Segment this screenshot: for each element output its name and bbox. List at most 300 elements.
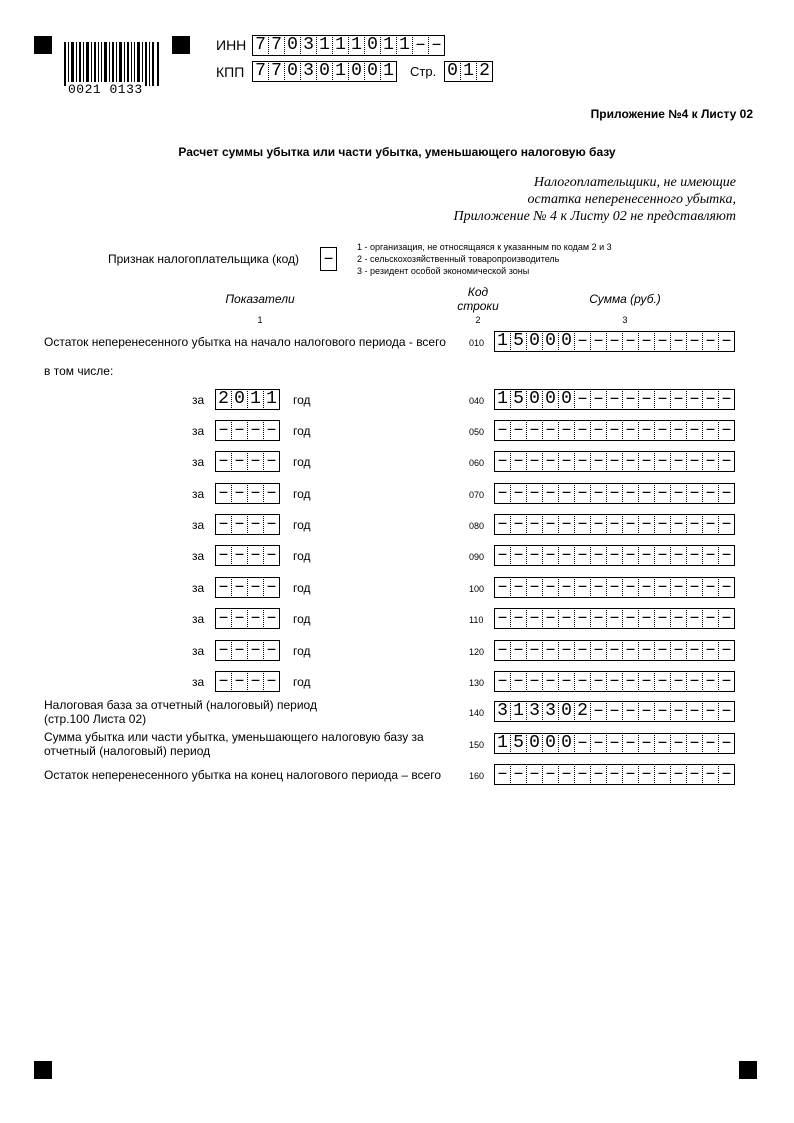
digit-cell: –: [670, 451, 687, 472]
barcode-number: 0021 0133: [68, 82, 143, 97]
digit-cell: –: [718, 420, 735, 441]
digit-cell: –: [526, 451, 543, 472]
digit-cell: –: [654, 389, 671, 410]
digit-cell: –: [606, 331, 623, 352]
column-number-2: 2: [475, 315, 481, 325]
digit-cell: 0: [444, 61, 461, 82]
digit-cell: –: [702, 671, 719, 692]
column-header-code-line-2: строки: [457, 299, 499, 313]
year-row-year-field[interactable]: [215, 671, 280, 692]
year-row-amount-field[interactable]: [494, 420, 735, 441]
digit-cell: –: [702, 451, 719, 472]
digit-cell: 0: [364, 61, 381, 82]
digit-cell: 1: [316, 35, 333, 56]
digit-cell: –: [263, 545, 280, 566]
digit-cell: –: [670, 608, 687, 629]
digit-cell: –: [231, 608, 248, 629]
digit-cell: –: [702, 608, 719, 629]
digit-cell: –: [526, 640, 543, 661]
registration-marker-top-right: [172, 36, 190, 54]
digit-cell: 1: [380, 61, 397, 82]
digit-cell: –: [654, 545, 671, 566]
row-150-amount-field[interactable]: [494, 733, 735, 754]
digit-cell: 1: [510, 701, 527, 722]
digit-cell: –: [654, 514, 671, 535]
digit-cell: –: [670, 701, 687, 722]
digit-cell: –: [622, 733, 639, 754]
year-row-code: 100: [469, 584, 485, 594]
digit-cell: 1: [348, 35, 365, 56]
inn-field[interactable]: [252, 35, 445, 56]
digit-cell: –: [526, 764, 543, 785]
digit-cell: –: [638, 420, 655, 441]
digit-cell: –: [574, 577, 591, 598]
digit-cell: –: [542, 764, 559, 785]
digit-cell: 5: [510, 389, 527, 410]
including-label: в том числе:: [44, 364, 114, 378]
registration-marker-top-left: [34, 36, 52, 54]
taxpayer-sign-field[interactable]: [320, 247, 337, 271]
digit-cell: –: [622, 514, 639, 535]
digit-cell: –: [606, 733, 623, 754]
digit-cell: –: [510, 483, 527, 504]
digit-cell: –: [686, 483, 703, 504]
digit-cell: 2: [476, 61, 493, 82]
digit-cell: –: [542, 483, 559, 504]
column-header-sum: Сумма (руб.): [589, 292, 661, 306]
digit-cell: –: [670, 389, 687, 410]
taxpayer-sign-label: Признак налогоплательщика (код): [108, 252, 299, 266]
digit-cell: –: [686, 577, 703, 598]
year-row-amount-field[interactable]: [494, 389, 735, 410]
digit-cell: –: [622, 420, 639, 441]
digit-cell: –: [494, 764, 511, 785]
note-line-1: Налогоплательщики, не имеющие: [533, 175, 736, 190]
digit-cell: –: [718, 671, 735, 692]
digit-cell: –: [638, 608, 655, 629]
row-160-amount-field[interactable]: [494, 764, 735, 785]
digit-cell: –: [231, 671, 248, 692]
row-140-label: [44, 698, 317, 726]
digit-cell: –: [686, 420, 703, 441]
digit-cell: –: [638, 545, 655, 566]
year-row-year-field[interactable]: [215, 483, 280, 504]
year-row-amount-field[interactable]: [494, 514, 735, 535]
digit-cell: –: [542, 577, 559, 598]
digit-cell: –: [654, 331, 671, 352]
digit-cell: 0: [231, 389, 248, 410]
digit-cell: –: [574, 451, 591, 472]
digit-cell: –: [638, 577, 655, 598]
digit-cell: 1: [332, 61, 349, 82]
digit-cell: –: [702, 331, 719, 352]
year-row-year-field[interactable]: [215, 389, 280, 410]
digit-cell: –: [702, 545, 719, 566]
digit-cell: –: [606, 701, 623, 722]
digit-cell: –: [215, 671, 232, 692]
year-row-amount-field[interactable]: [494, 608, 735, 629]
digit-cell: –: [606, 640, 623, 661]
digit-cell: 3: [526, 701, 543, 722]
digit-cell: –: [654, 483, 671, 504]
digit-cell: –: [247, 577, 264, 598]
year-row-year-field[interactable]: [215, 640, 280, 661]
digit-cell: –: [718, 701, 735, 722]
digit-cell: –: [606, 577, 623, 598]
digit-cell: –: [606, 764, 623, 785]
digit-cell: 1: [460, 61, 477, 82]
digit-cell: –: [526, 577, 543, 598]
digit-cell: 1: [396, 35, 413, 56]
digit-cell: –: [526, 545, 543, 566]
digit-cell: –: [670, 671, 687, 692]
digit-cell: –: [718, 451, 735, 472]
digit-cell: –: [558, 483, 575, 504]
year-row-code: 040: [469, 396, 485, 406]
digit-cell: –: [263, 483, 280, 504]
digit-cell: 3: [542, 701, 559, 722]
digit-cell: –: [702, 640, 719, 661]
taxpayer-sign-options: [357, 241, 612, 277]
digit-cell: –: [718, 608, 735, 629]
digit-cell: –: [606, 608, 623, 629]
digit-cell: –: [574, 764, 591, 785]
digit-cell: –: [510, 577, 527, 598]
year-row-code: 090: [469, 552, 485, 562]
digit-cell: –: [654, 451, 671, 472]
year-row-code: 080: [469, 521, 485, 531]
digit-cell: 0: [558, 701, 575, 722]
digit-cell: –: [622, 640, 639, 661]
digit-cell: –: [510, 640, 527, 661]
digit-cell: –: [590, 701, 607, 722]
kpp-field[interactable]: [252, 61, 397, 82]
digit-cell: –: [494, 514, 511, 535]
digit-cell: –: [215, 514, 232, 535]
digit-cell: –: [638, 733, 655, 754]
digit-cell: –: [574, 671, 591, 692]
digit-cell: –: [638, 331, 655, 352]
digit-cell: –: [231, 420, 248, 441]
digit-cell: –: [718, 733, 735, 754]
year-row-amount-field[interactable]: [494, 577, 735, 598]
registration-marker-bottom-right: [739, 1061, 757, 1079]
page-number-field[interactable]: [444, 61, 493, 82]
digit-cell: –: [670, 483, 687, 504]
digit-cell: –: [247, 671, 264, 692]
row-140-amount-field[interactable]: [494, 701, 735, 722]
digit-cell: –: [412, 35, 429, 56]
digit-cell: –: [494, 483, 511, 504]
digit-cell: –: [247, 420, 264, 441]
row-150-label-line-1: Сумма убытка или части убытка, уменьшающего налоговую базу за: [44, 730, 424, 744]
taxpayer-sign-option-2: 2 - сельскохозяйственный товаропроизводитель: [357, 254, 560, 264]
digit-cell: –: [558, 420, 575, 441]
digit-cell: 5: [510, 331, 527, 352]
digit-cell: –: [510, 764, 527, 785]
row-160-code: 160: [469, 771, 485, 781]
digit-cell: –: [215, 608, 232, 629]
year-row-amount-field[interactable]: [494, 671, 735, 692]
digit-cell: 7: [252, 35, 269, 56]
digit-cell: 1: [494, 389, 511, 410]
year-row-prefix: за: [192, 644, 205, 658]
registration-marker-bottom-left: [34, 1061, 52, 1079]
digit-cell: –: [263, 577, 280, 598]
digit-cell: –: [606, 389, 623, 410]
year-row-code: 130: [469, 678, 485, 688]
digit-cell: –: [638, 640, 655, 661]
digit-cell: –: [638, 389, 655, 410]
taxpayer-sign-option-1: 1 - организация, не относящаяся к указанным по кодам 2 и 3: [357, 242, 612, 252]
digit-cell: –: [670, 331, 687, 352]
taxpayer-sign-option-3: 3 - резидент особой экономической зоны: [357, 266, 530, 276]
digit-cell: –: [263, 671, 280, 692]
digit-cell: 0: [348, 61, 365, 82]
digit-cell: –: [670, 640, 687, 661]
digit-cell: –: [542, 640, 559, 661]
digit-cell: –: [654, 420, 671, 441]
digit-cell: 0: [558, 331, 575, 352]
digit-cell: –: [686, 389, 703, 410]
digit-cell: 3: [300, 35, 317, 56]
digit-cell: –: [622, 389, 639, 410]
digit-cell: –: [215, 420, 232, 441]
year-row-year-field[interactable]: [215, 451, 280, 472]
digit-cell: –: [622, 451, 639, 472]
year-row-prefix: за: [192, 549, 205, 563]
year-row-code: 110: [469, 615, 484, 625]
digit-cell: –: [622, 608, 639, 629]
digit-cell: –: [606, 514, 623, 535]
row-140-code: 140: [469, 708, 485, 718]
digit-cell: –: [638, 764, 655, 785]
digit-cell: 1: [247, 389, 264, 410]
digit-cell: –: [215, 451, 232, 472]
digit-cell: –: [670, 420, 687, 441]
year-row-prefix: за: [192, 393, 205, 407]
digit-cell: –: [510, 451, 527, 472]
digit-cell: –: [590, 545, 607, 566]
year-row-code: 050: [469, 427, 485, 437]
digit-cell: –: [718, 483, 735, 504]
digit-cell: –: [622, 671, 639, 692]
digit-cell: 2: [215, 389, 232, 410]
digit-cell: –: [702, 483, 719, 504]
digit-cell: –: [686, 764, 703, 785]
digit-cell: –: [590, 764, 607, 785]
digit-cell: –: [590, 483, 607, 504]
digit-cell: –: [574, 733, 591, 754]
digit-cell: –: [558, 514, 575, 535]
row-010-amount-field[interactable]: [494, 331, 735, 352]
digit-cell: –: [670, 514, 687, 535]
row-140-label-line-1: Налоговая база за отчетный (налоговый) период: [44, 698, 317, 712]
digit-cell: –: [263, 420, 280, 441]
digit-cell: 1: [380, 35, 397, 56]
row-140-label-line-2: (стр.100 Листа 02): [44, 712, 147, 726]
digit-cell: –: [622, 577, 639, 598]
digit-cell: 0: [558, 733, 575, 754]
digit-cell: –: [686, 701, 703, 722]
year-row-amount-field[interactable]: [494, 451, 735, 472]
year-row-year-field[interactable]: [215, 608, 280, 629]
digit-cell: –: [510, 420, 527, 441]
note: [380, 174, 736, 225]
digit-cell: –: [702, 577, 719, 598]
digit-cell: –: [494, 671, 511, 692]
digit-cell: –: [590, 420, 607, 441]
digit-cell: 0: [364, 35, 381, 56]
row-160-label: Остаток неперенесенного убытка на конец налогового периода – всего: [44, 768, 442, 782]
digit-cell: –: [574, 420, 591, 441]
digit-cell: –: [574, 545, 591, 566]
digit-cell: –: [670, 764, 687, 785]
digit-cell: –: [638, 701, 655, 722]
digit-cell: –: [638, 514, 655, 535]
digit-cell: –: [654, 671, 671, 692]
digit-cell: –: [702, 701, 719, 722]
year-row-prefix: за: [192, 581, 205, 595]
digit-cell: –: [622, 483, 639, 504]
digit-cell: 0: [542, 331, 559, 352]
digit-cell: –: [718, 545, 735, 566]
digit-cell: 0: [542, 389, 559, 410]
digit-cell: –: [590, 451, 607, 472]
digit-cell: 7: [268, 35, 285, 56]
digit-cell: –: [606, 671, 623, 692]
year-row-suffix: год: [293, 393, 311, 407]
year-row-suffix: год: [293, 612, 311, 626]
digit-cell: –: [686, 451, 703, 472]
digit-cell: –: [702, 764, 719, 785]
column-header-indicators: Показатели: [225, 292, 295, 306]
year-row-suffix: год: [293, 518, 311, 532]
digit-cell: –: [702, 389, 719, 410]
digit-cell: –: [558, 577, 575, 598]
digit-cell: –: [606, 545, 623, 566]
digit-cell: –: [247, 545, 264, 566]
year-row-prefix: за: [192, 455, 205, 469]
inn-label: ИНН: [216, 37, 247, 53]
digit-cell: 0: [558, 389, 575, 410]
digit-cell: –: [686, 671, 703, 692]
digit-cell: 0: [526, 331, 543, 352]
digit-cell: –: [654, 640, 671, 661]
digit-cell: –: [231, 514, 248, 535]
digit-cell: –: [590, 733, 607, 754]
digit-cell: –: [606, 483, 623, 504]
year-row-suffix: год: [293, 581, 311, 595]
digit-cell: –: [494, 640, 511, 661]
year-row-suffix: год: [293, 549, 311, 563]
digit-cell: –: [654, 701, 671, 722]
digit-cell: –: [231, 483, 248, 504]
digit-cell: –: [215, 640, 232, 661]
year-row-amount-field[interactable]: [494, 545, 735, 566]
form-title: Расчет суммы убытка или части убытка, уменьшающего налоговую базу: [178, 145, 616, 159]
digit-cell: –: [654, 733, 671, 754]
digit-cell: –: [542, 451, 559, 472]
digit-cell: –: [510, 514, 527, 535]
digit-cell: –: [654, 577, 671, 598]
digit-cell: –: [263, 514, 280, 535]
digit-cell: –: [263, 451, 280, 472]
year-row-year-field[interactable]: [215, 545, 280, 566]
digit-cell: –: [542, 608, 559, 629]
digit-cell: –: [606, 451, 623, 472]
taxpayer-sign-value: –: [320, 247, 337, 271]
digit-cell: –: [654, 608, 671, 629]
digit-cell: 0: [526, 733, 543, 754]
digit-cell: –: [686, 545, 703, 566]
year-row-year-field[interactable]: [215, 514, 280, 535]
digit-cell: –: [638, 451, 655, 472]
year-row-prefix: за: [192, 518, 205, 532]
digit-cell: –: [718, 331, 735, 352]
digit-cell: –: [247, 608, 264, 629]
kpp-label: КПП: [216, 64, 245, 80]
digit-cell: –: [494, 420, 511, 441]
digit-cell: –: [686, 331, 703, 352]
year-row-year-field[interactable]: [215, 577, 280, 598]
digit-cell: 1: [263, 389, 280, 410]
digit-cell: –: [590, 514, 607, 535]
digit-cell: –: [574, 640, 591, 661]
digit-cell: 7: [252, 61, 269, 82]
note-line-3: Приложение № 4 к Листу 02 не представляют: [453, 209, 736, 224]
year-row-year-field[interactable]: [215, 420, 280, 441]
digit-cell: –: [558, 545, 575, 566]
digit-cell: –: [590, 577, 607, 598]
appendix-title: Приложение №4 к Листу 02: [590, 107, 753, 121]
digit-cell: 3: [300, 61, 317, 82]
digit-cell: –: [558, 451, 575, 472]
year-row-suffix: год: [293, 675, 311, 689]
digit-cell: –: [494, 577, 511, 598]
digit-cell: –: [494, 545, 511, 566]
digit-cell: –: [526, 608, 543, 629]
year-row-amount-field[interactable]: [494, 640, 735, 661]
digit-cell: –: [247, 514, 264, 535]
year-row-code: 070: [469, 490, 485, 500]
digit-cell: –: [215, 545, 232, 566]
digit-cell: –: [718, 577, 735, 598]
digit-cell: –: [590, 608, 607, 629]
year-row-code: 120: [469, 647, 485, 657]
digit-cell: –: [670, 577, 687, 598]
row-010-code: 010: [469, 338, 485, 348]
row-150-label-line-2: отчетный (налоговый) период: [44, 744, 211, 758]
digit-cell: –: [263, 608, 280, 629]
digit-cell: –: [718, 764, 735, 785]
digit-cell: 0: [284, 61, 301, 82]
digit-cell: –: [606, 420, 623, 441]
row-010-label: Остаток неперенесенного убытка на начало налогового периода - всего: [44, 335, 446, 349]
digit-cell: –: [247, 640, 264, 661]
digit-cell: –: [574, 331, 591, 352]
digit-cell: –: [510, 671, 527, 692]
year-row-suffix: год: [293, 487, 311, 501]
digit-cell: 2: [574, 701, 591, 722]
column-number-1: 1: [257, 315, 263, 325]
year-row-suffix: год: [293, 455, 311, 469]
digit-cell: –: [638, 671, 655, 692]
digit-cell: –: [622, 545, 639, 566]
digit-cell: –: [702, 733, 719, 754]
year-row-amount-field[interactable]: [494, 483, 735, 504]
digit-cell: –: [654, 764, 671, 785]
